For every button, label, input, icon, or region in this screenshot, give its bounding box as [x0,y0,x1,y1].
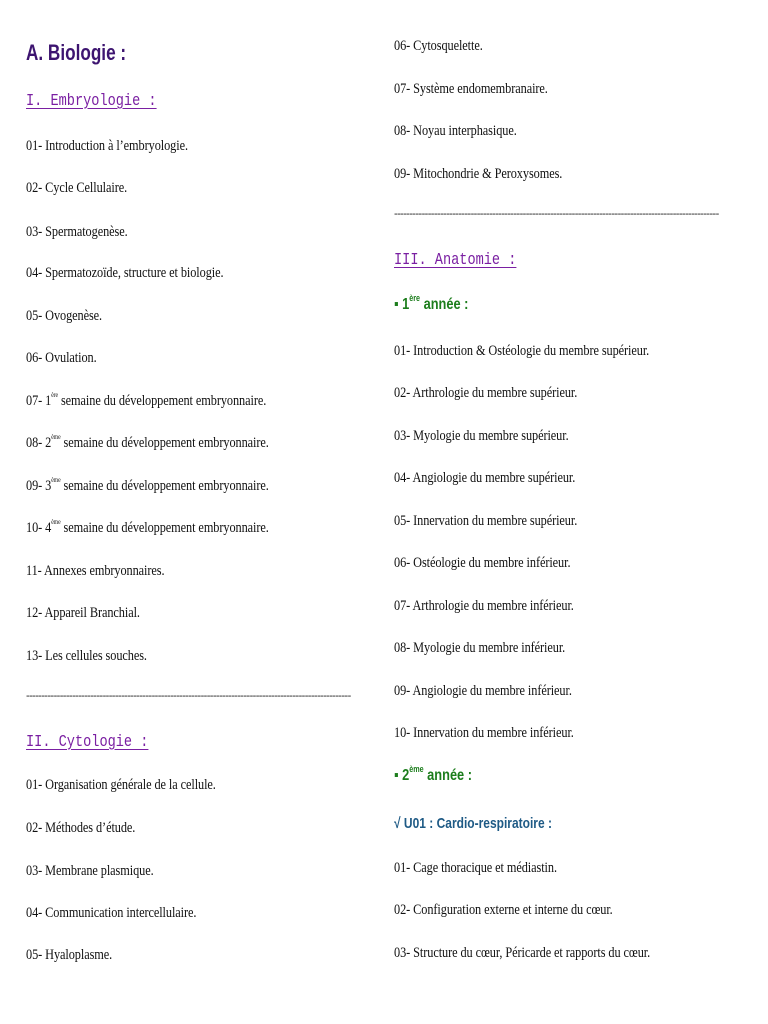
list-item: 01- Organisation générale de la cellule. [26,777,216,793]
list-item: 08- Myologie du membre inférieur. [394,640,566,656]
section-title-embryologie: I. Embryologie : [26,92,157,111]
list-item: 03- Myologie du membre supérieur. [394,428,569,444]
main-title: A. Biologie : [26,40,127,65]
section-title-cytologie: II. Cytologie : [26,733,149,752]
list-item: 12- Appareil Branchial. [26,605,140,621]
list-item: 08- Noyau interphasique. [394,123,517,139]
section-title-anatomie: III. Anatomie : [394,251,517,270]
list-item: 09- 3ème semaine du développement embryonnaire. [26,476,269,494]
list-item: 06- Cytosquelette. [394,38,483,54]
divider: ---------------------------------------------------------------------------------------------------------- [394,208,719,220]
list-item: 07- Arthrologie du membre inférieur. [394,598,574,614]
list-item: 13- Les cellules souches. [26,648,147,664]
list-item: 06- Ovulation. [26,350,97,366]
list-item: 01- Introduction à l’embryologie. [26,138,188,154]
list-item: 04- Communication intercellulaire. [26,905,197,921]
list-item: 02- Arthrologie du membre supérieur. [394,385,578,401]
list-item: 03- Spermatogenèse. [26,224,128,240]
list-item: 02- Cycle Cellulaire. [26,180,128,196]
list-item: 03- Membrane plasmique. [26,863,154,879]
list-item: 04- Spermatozoïde, structure et biologie. [26,265,224,281]
list-item: 07- Système endomembranaire. [394,81,548,97]
list-item: 08- 2ème semaine du développement embryonnaire. [26,433,269,451]
unit-heading: √ U01 : Cardio-respiratoire : [394,815,552,832]
list-item: 05- Ovogenèse. [26,308,103,324]
list-item: 10- 4ème semaine du développement embryonnaire. [26,518,269,536]
list-item: 05- Hyaloplasme. [26,947,113,963]
year-heading: ▪ 1ère année : [394,293,469,313]
list-item: 02- Méthodes d’étude. [26,820,136,836]
list-item: 04- Angiologie du membre supérieur. [394,470,576,486]
list-item: 02- Configuration externe et interne du cœur. [394,902,613,918]
list-item: 09- Angiologie du membre inférieur. [394,683,572,699]
list-item: 09- Mitochondrie & Peroxysomes. [394,166,563,182]
year-heading: ▪ 2ème année : [394,764,472,784]
list-item: 11- Annexes embryonnaires. [26,563,165,579]
list-item: 06- Ostéologie du membre inférieur. [394,555,571,571]
list-item: 03- Structure du cœur, Péricarde et rapports du cœur. [394,945,651,961]
list-item: 05- Innervation du membre supérieur. [394,513,578,529]
list-item: 07- 1ère semaine du développement embryonnaire. [26,391,267,409]
divider: ---------------------------------------------------------------------------------------------------------- [26,690,351,702]
list-item: 01- Cage thoracique et médiastin. [394,860,557,876]
list-item: 01- Introduction & Ostéologie du membre supérieur. [394,343,650,359]
list-item: 10- Innervation du membre inférieur. [394,725,574,741]
